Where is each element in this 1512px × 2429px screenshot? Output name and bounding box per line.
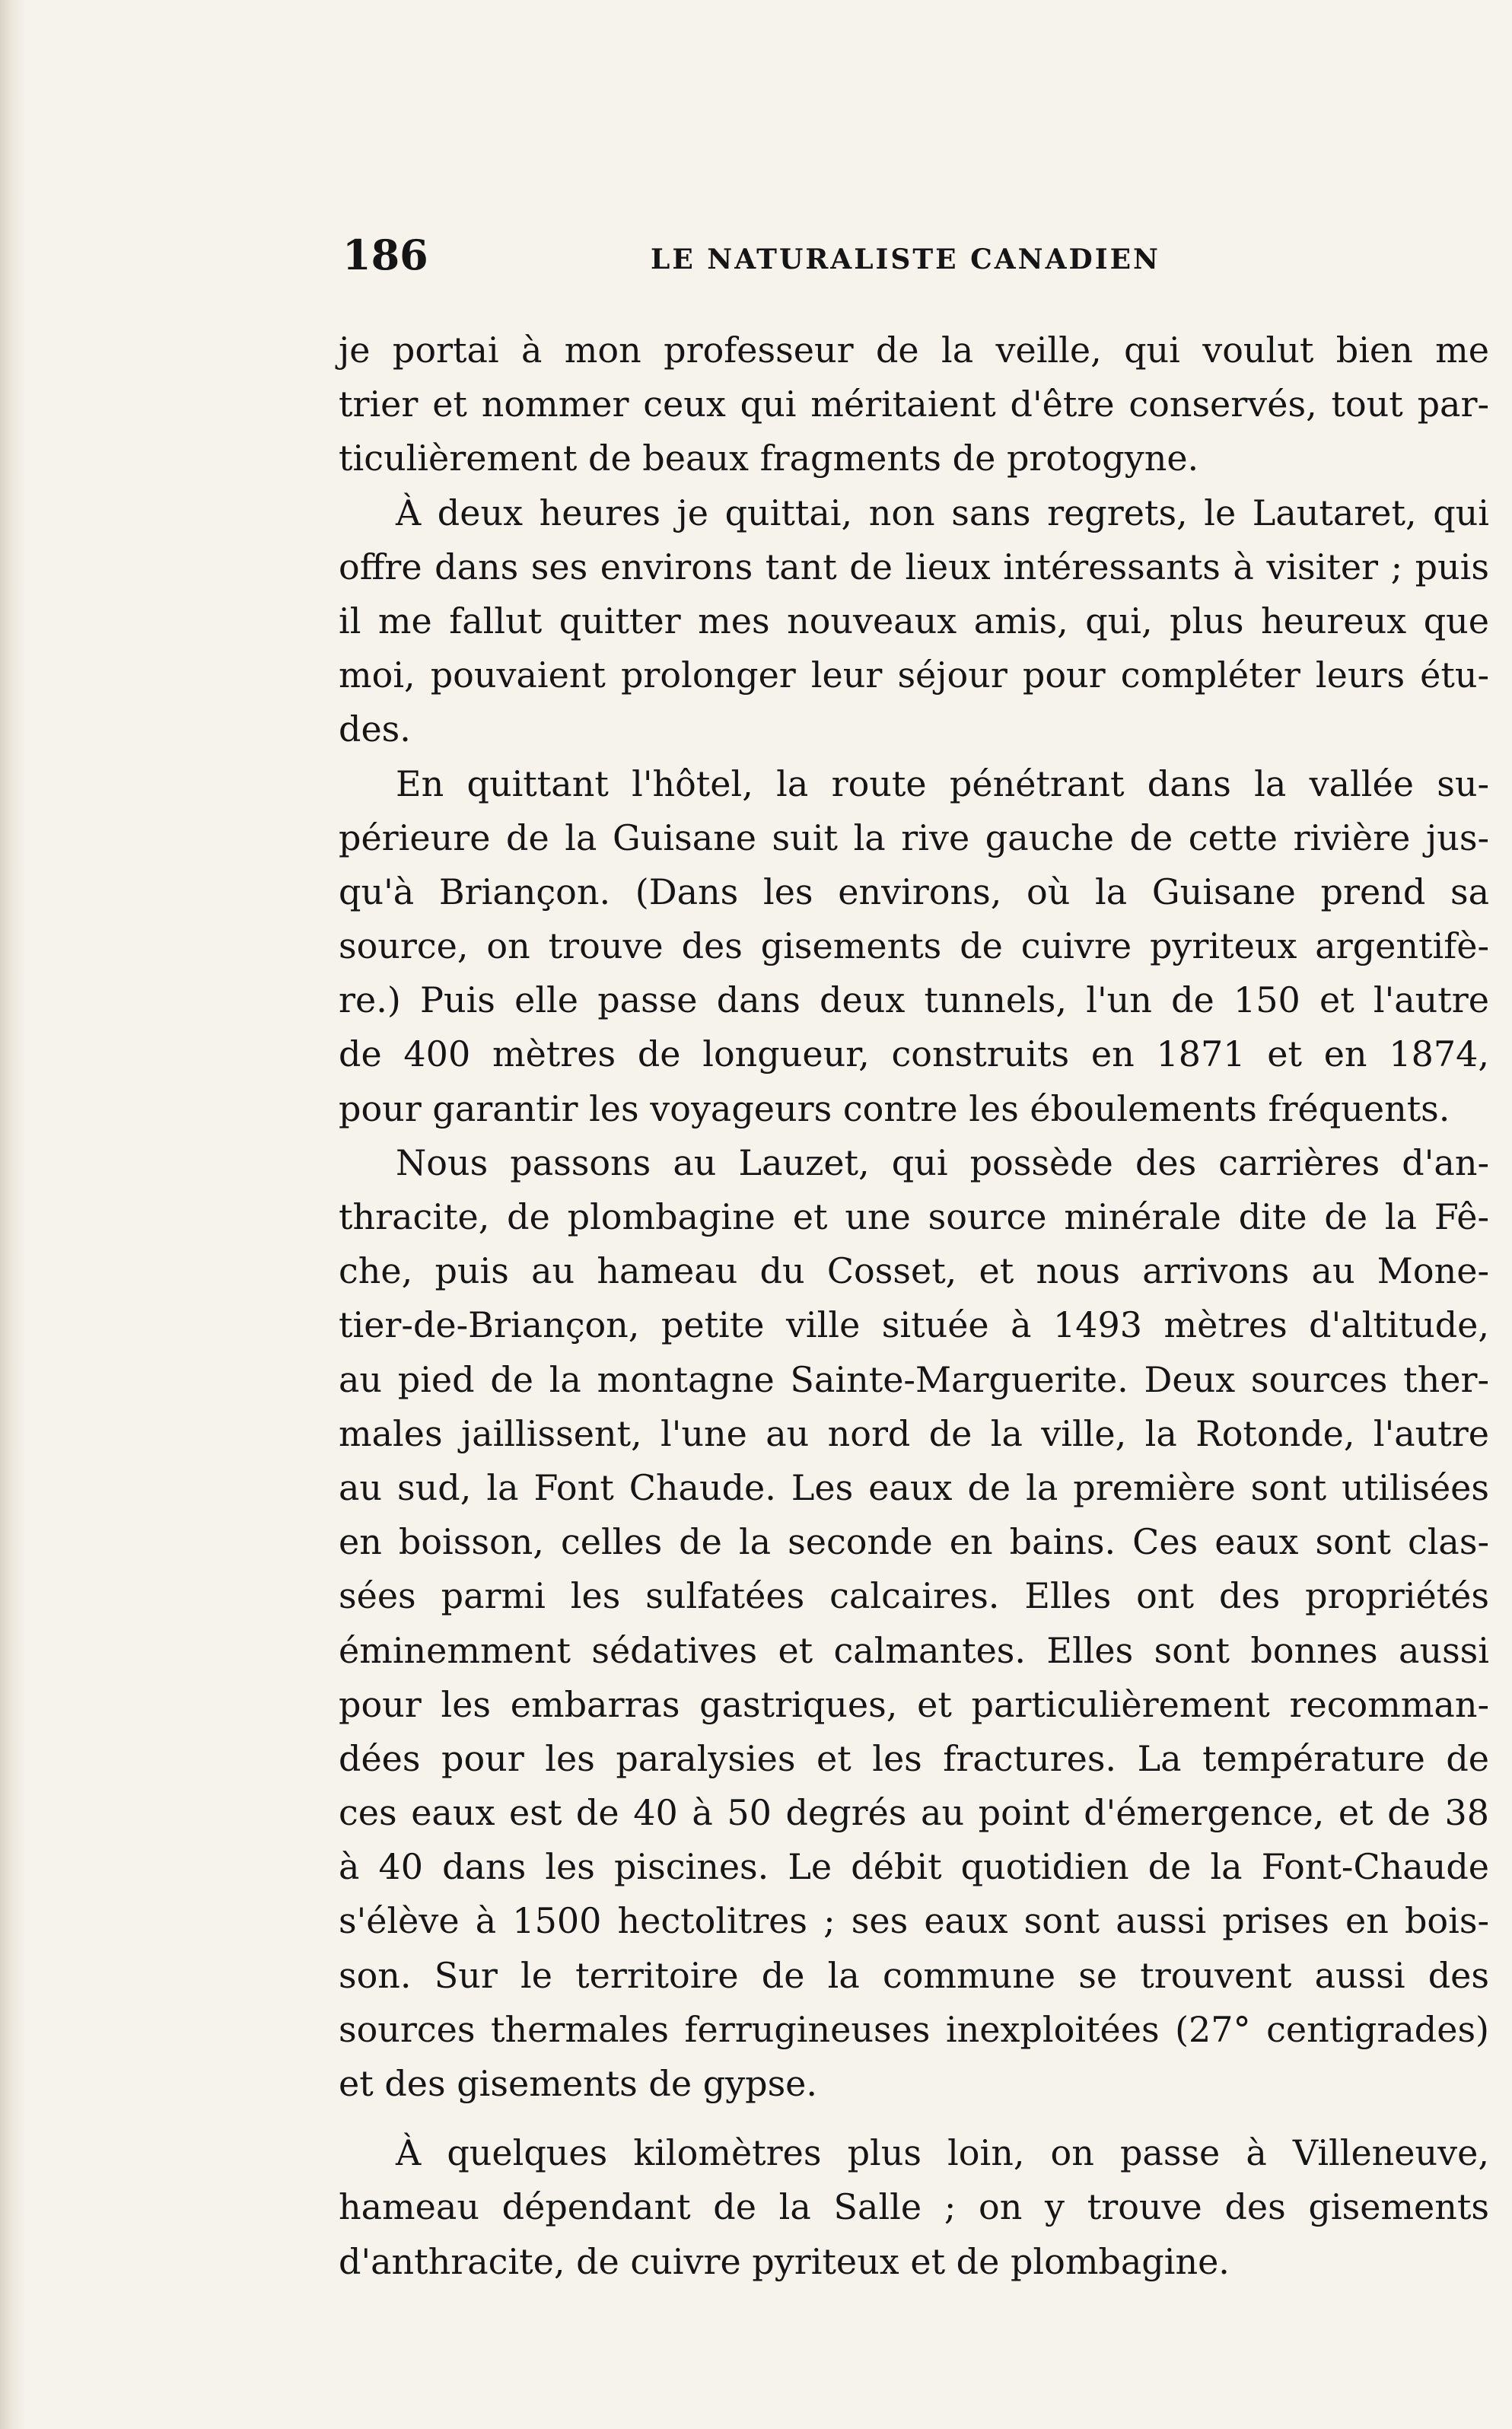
text-line: thracite, de plombagine et une source minérale dite de la Fê- <box>339 1196 1489 1237</box>
text-line: source, on trouve des gisements de cuivre pyriteux argentifè- <box>339 925 1489 967</box>
text-line: sources thermales ferrugineuses inexploitées (27° centigrades) <box>339 2008 1489 2050</box>
paragraph-2 <box>339 486 1489 757</box>
page-number: 186 <box>342 231 428 279</box>
paragraph-1 <box>339 323 1489 486</box>
text-line: et des gisements de gypse. <box>339 2063 818 2104</box>
text-line: dées pour les paralysies et les fractures. La température de <box>339 1737 1489 1779</box>
text-line: hameau dépendant de la Salle ; on y trouve des gisements <box>339 2186 1489 2228</box>
text-line: che, puis au hameau du Cosset, et nous arrivons au Mone- <box>339 1250 1489 1292</box>
text-line: s'élève à 1500 hectolitres ; ses eaux sont aussi prises en bois- <box>339 1900 1489 1942</box>
text-line: re.) Puis elle passe dans deux tunnels, l'un de 150 et l'autre <box>339 979 1489 1021</box>
text-line: offre dans ses environs tant de lieux intéressants à visiter ; puis <box>339 546 1489 587</box>
text-line: en boisson, celles de la seconde en bains. Ces eaux sont clas- <box>339 1521 1489 1563</box>
text-line: ces eaux est de 40 à 50 degrés au point d'émergence, et de 38 <box>339 1792 1489 1834</box>
text-line: au pied de la montagne Sainte-Marguerite. Deux sources ther- <box>339 1358 1489 1400</box>
text-line: éminemment sédatives et calmantes. Elles sont bonnes aussi <box>339 1629 1489 1671</box>
text-line: pour les embarras gastriques, et particulièrement recomman- <box>339 1683 1489 1725</box>
text-line: à 40 dans les piscines. Le débit quotidien de la Font-Chaude <box>339 1846 1489 1888</box>
text-line: Nous passons au Lauzet, qui possède des carrières d'an- <box>396 1141 1489 1183</box>
text-line: je portai à mon professeur de la veille, qui voulut bien me <box>339 329 1489 371</box>
body-text <box>339 323 1489 2289</box>
text-line: qu'à Briançon. (Dans les environs, où la Guisane prend sa <box>339 871 1489 912</box>
text-line: pour garantir les voyageurs contre les éboulements fréquents. <box>339 1087 1450 1129</box>
running-head: LE NATURALISTE CANADIEN <box>651 244 1160 275</box>
paragraph-5 <box>339 2126 1489 2289</box>
text-line: males jaillissent, l'une au nord de la ville, la Rotonde, l'autre <box>339 1412 1489 1454</box>
text-line: il me fallut quitter mes nouveaux amis, qui, plus heureux que <box>339 600 1489 641</box>
text-line: au sud, la Font Chaude. Les eaux de la première sont utilisées <box>339 1466 1489 1508</box>
text-line: de 400 mètres de longueur, construits en 1871 et en 1874, <box>339 1033 1489 1075</box>
paragraph-4 <box>339 1136 1489 2111</box>
page-binding-edge <box>0 0 26 2429</box>
text-line: des. <box>339 708 411 750</box>
text-line: À deux heures je quittai, non sans regrets, le Lautaret, qui <box>396 492 1489 533</box>
text-line: trier et nommer ceux qui méritaient d'être conservés, tout par- <box>339 384 1489 425</box>
text-line: tier-de-Briançon, petite ville située à 1493 mètres d'altitude, <box>339 1304 1489 1346</box>
text-line: moi, pouvaient prolonger leur séjour pour compléter leurs étu- <box>339 654 1489 696</box>
text-line: son. Sur le territoire de la commune se trouvent aussi des <box>339 1954 1489 1996</box>
paragraph-3 <box>339 757 1489 1136</box>
text-line: d'anthracite, de cuivre pyriteux et de plombagine. <box>339 2240 1230 2282</box>
text-line: périeure de la Guisane suit la rive gauche de cette rivière jus- <box>339 817 1489 858</box>
text-line: sées parmi les sulfatées calcaires. Elles ont des propriétés <box>339 1575 1489 1617</box>
text-line: À quelques kilomètres plus loin, on passe à Villeneuve, <box>396 2132 1489 2174</box>
text-line: En quittant l'hôtel, la route pénétrant dans la vallée su- <box>396 762 1489 804</box>
page-header <box>342 232 1187 285</box>
paragraph-spacing <box>339 2111 1489 2126</box>
text-line: ticulièrement de beaux fragments de protogyne. <box>339 438 1199 479</box>
